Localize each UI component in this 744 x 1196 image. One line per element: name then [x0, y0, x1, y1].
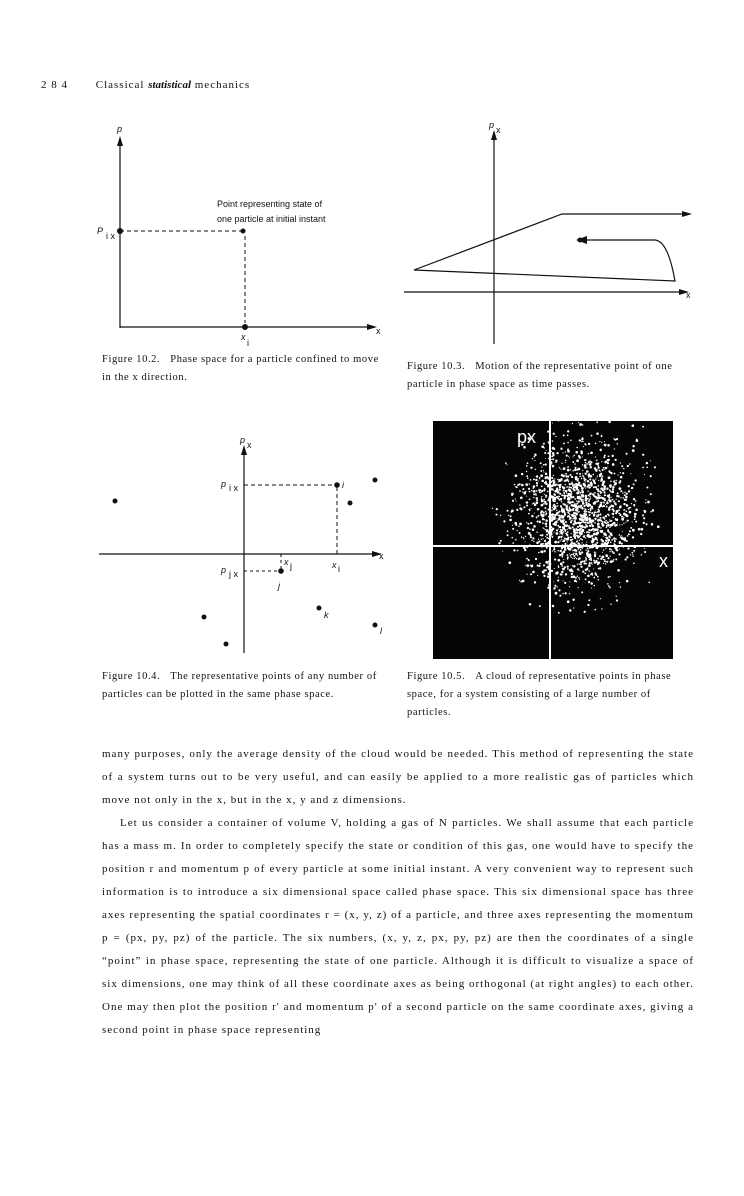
- fig-10-3-caption-text: Motion of the representative point of one particle in phase space as time passes.: [407, 361, 673, 390]
- fig-10-2-point-y: P: [97, 226, 104, 236]
- fig-10-4-axis-x: x: [379, 551, 384, 561]
- figure-10-2: [95, 118, 395, 348]
- fig-10-5-axis-x: x: [659, 551, 668, 571]
- paragraph-1: many purposes, only the average density of the cloud would be needed. This method of representing the state of a system turns out to be very useful, and can easily be applied to a more realistic gas of particles which move not only in the x, but in the x, y and z dimensions.: [102, 748, 694, 806]
- fig-10-3-axis-y: p: [489, 120, 495, 130]
- paragraph-2: Let us consider a container of volume V, holding a gas of N particles. We shall assume that each particle has a mass m. In order to completely specify the state or condition of this gas, one would have to specify the position r and momentum p of every particle at some initial instant. A very convenient way to represent such information is to introduce a six dimensional space called phase space. This six dimensional space has three axes representing the spatial coordinates r = (x, y, z) of a particle, and three axes representing the momentum p = (px, py, pz) of the particle. The six numbers, (x, y, z, px, py, pz) are then the coordinates of a single “point” in phase space, representing the state of one particle. Although it is difficult to visualize a space of six dimensions, one may think of all these coordinate axes as being orthogonal (at right angles) to each other. One may then plot the position r' and momentum p' of a second particle on the same coordinate axes, giving a second point in phase space representing: [102, 817, 694, 1036]
- header-title-suffix: mechanics: [194, 79, 251, 91]
- fig-10-2-caption-text: Phase space for a particle confined to move in the x direction.: [102, 354, 379, 383]
- fig-10-4-x-j-sub: j: [290, 561, 292, 571]
- fig-10-4-caption: [102, 668, 387, 704]
- figure-10-4: [95, 425, 395, 655]
- fig-10-4-caption-label: Figure 10.4.: [102, 671, 161, 682]
- figure-10-3: [400, 118, 700, 348]
- fig-10-4-label-l: l: [380, 626, 382, 636]
- fig-10-2-annotation-1: Point representing state of: [217, 199, 323, 209]
- fig-10-5-caption: [407, 668, 694, 722]
- running-header: [41, 79, 250, 91]
- fig-10-4-x-i-sub: i: [338, 564, 340, 574]
- body-text: [102, 743, 694, 1042]
- fig-10-4-caption-text: The representative points of any number of particles can be plotted in the same phase space.: [102, 671, 377, 700]
- fig-10-4-x-j: x: [284, 557, 289, 567]
- fig-10-5-caption-label: Figure 10.5.: [407, 671, 466, 682]
- fig-10-3-caption-label: Figure 10.3.: [407, 361, 466, 372]
- fig-10-4-p-j-sub: j x: [229, 569, 238, 579]
- fig-10-2-caption-label: Figure 10.2.: [102, 354, 161, 365]
- fig-10-2-caption: [102, 351, 387, 387]
- fig-10-2-point-y-sub: i x: [106, 231, 115, 241]
- header-title-emph: statistical: [148, 79, 191, 91]
- fig-10-2-axis-y: p: [117, 124, 123, 134]
- point-j: [278, 568, 284, 574]
- figure-10-5: [433, 421, 673, 659]
- header-title-prefix: Classical: [95, 79, 145, 91]
- fig-10-4-label-k: k: [324, 610, 329, 620]
- fig-10-3-caption: [407, 358, 694, 394]
- fig-10-4-p-i-sub: i x: [229, 483, 238, 493]
- fig-10-4-axis-y-sub: x: [247, 440, 252, 450]
- point-i: [334, 482, 340, 488]
- fig-10-4-label-i: i: [342, 480, 344, 490]
- point-k: [317, 606, 322, 611]
- fig-10-4-axis-y: p: [240, 435, 246, 445]
- fig-10-2-point-x-sub: i: [247, 338, 249, 348]
- fig-10-4-x-i: x: [332, 560, 337, 570]
- fig-10-4-label-j: j: [278, 581, 280, 591]
- fig-10-5-caption-text: A cloud of representative points in phase space, for a system consisting of a large number of particles.: [407, 671, 672, 718]
- fig-10-2-point-x: x: [241, 332, 246, 342]
- fig-10-5-axis-y: px: [517, 427, 537, 447]
- page-number: 2 8 4: [41, 79, 68, 91]
- fig-10-4-p-i: p: [221, 479, 227, 489]
- fig-10-3-axis-y-sub: x: [496, 125, 501, 135]
- fig-10-3-axis-x: x: [686, 290, 691, 300]
- point-l: [373, 623, 378, 628]
- fig-10-4-p-j: p: [221, 565, 227, 575]
- fig-10-2-annotation-2: one particle at initial instant: [217, 214, 326, 224]
- fig-10-2-axis-x: x: [376, 326, 381, 336]
